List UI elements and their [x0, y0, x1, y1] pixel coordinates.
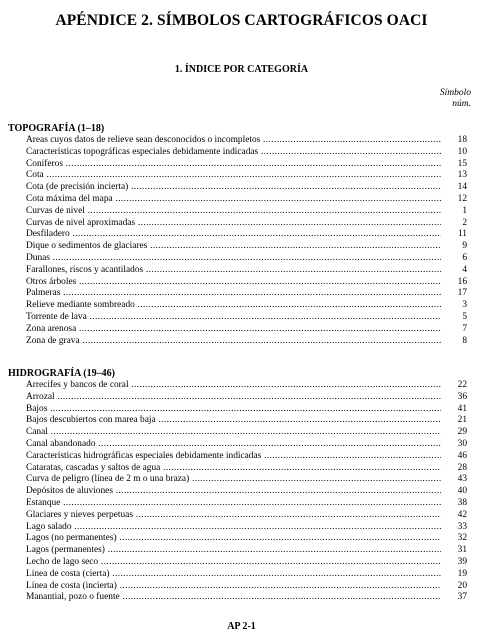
section-title: HIDROGRAFÍA (19–46): [8, 368, 115, 379]
entry-symbol-number: 19: [457, 568, 467, 579]
entry-label: Dunas .....: [26, 253, 441, 265]
index-entry: [8, 451, 467, 463]
entry-symbol-number: 1: [462, 205, 467, 216]
entry-label: Zona arenosa .....: [26, 324, 441, 336]
entry-label: Cota máxima del mapa .....: [26, 194, 441, 206]
entry-symbol-number: 29: [457, 427, 467, 438]
entry-label: Farallones, riscos y acantilados .....: [26, 265, 441, 277]
index-entry: [8, 522, 467, 534]
entry-symbol-number: 40: [457, 486, 467, 497]
column-header-line-2: núm.: [452, 99, 471, 109]
index-entry: [8, 182, 467, 194]
entry-symbol-number: 13: [457, 170, 467, 181]
entry-label: Desfiladero .....: [26, 229, 441, 241]
entry-label: Áreas cuyos datos de relieve sean desconocidos o incompletos .....: [26, 135, 441, 147]
entry-symbol-number: 43: [457, 474, 467, 485]
entry-symbol-number: 10: [457, 146, 467, 157]
entry-label: Arrecifes y bancos de coral .....: [26, 380, 441, 392]
entry-label: Lago salado .....: [26, 522, 441, 534]
entry-symbol-number: 46: [457, 450, 467, 461]
entry-label: Lagos (permanentes) .....: [26, 545, 441, 557]
index-entry: [8, 533, 467, 545]
index-entry: [8, 265, 467, 277]
entry-symbol-number: 2: [462, 217, 467, 228]
index-entry: [8, 498, 467, 510]
entry-label: Torrente de lava .....: [26, 312, 441, 324]
index-entry: [8, 380, 467, 392]
entry-symbol-number: 33: [457, 521, 467, 532]
index-entry: [8, 569, 467, 581]
entry-label: Cota (de precisión incierta) .....: [26, 182, 441, 194]
entry-symbol-number: 37: [457, 592, 467, 603]
entry-label: Canal abandonado .....: [26, 439, 441, 451]
entry-symbol-number: 30: [457, 438, 467, 449]
index-entry: [8, 463, 467, 475]
entry-label: Zona de grava .....: [26, 336, 441, 348]
index-entry: [8, 170, 467, 182]
index-entry: [8, 288, 467, 300]
entry-label: Características topográficas especiales debidamente indicadas .....: [26, 147, 441, 159]
index-entry: [8, 592, 467, 604]
entry-label: Relieve mediante sombreado .....: [26, 300, 441, 312]
index-entry: [8, 300, 467, 312]
entry-symbol-number: 11: [457, 229, 467, 240]
entry-symbol-number: 42: [457, 509, 467, 520]
index-entry: [8, 194, 467, 206]
index-entry: [8, 557, 467, 569]
index-entry: [8, 581, 467, 593]
index-entry: [8, 404, 467, 416]
entry-symbol-number: 9: [462, 241, 467, 252]
page-title: APÉNDICE 2. SÍMBOLOS CARTOGRÁFICOS OACI: [55, 12, 428, 29]
index-entry: [8, 427, 467, 439]
index-entry: [8, 147, 467, 159]
index-entry: [8, 229, 467, 241]
entry-symbol-number: 17: [457, 288, 467, 299]
entry-symbol-number: 38: [457, 497, 467, 508]
entry-symbol-number: 32: [457, 533, 467, 544]
entry-label: Palmeras .....: [26, 288, 441, 300]
index-entry: [8, 336, 467, 348]
symbol-number-column-header: [440, 88, 471, 110]
index-entry: [8, 241, 467, 253]
index-entry: [8, 474, 467, 486]
entry-label: Cataratas, cascadas y saltos de agua .....: [26, 463, 441, 475]
entry-symbol-number: 18: [457, 135, 467, 145]
entry-symbol-number: 21: [457, 415, 467, 426]
entry-label: Glaciares y nieves perpetuas .....: [26, 510, 441, 522]
entry-label: Bajos .....: [26, 404, 441, 416]
entry-label: Curva de peligro (línea de 2 m o una braza) .....: [26, 474, 441, 486]
index-entry: [8, 486, 467, 498]
entry-label: Manantial, pozo o fuente .....: [26, 592, 441, 604]
index-entry: [8, 253, 467, 265]
hidrografia-section: [8, 368, 467, 604]
column-header-line-1: Símbolo: [439, 88, 471, 98]
entry-label: Curvas de nivel .....: [26, 206, 441, 218]
index-entry: [8, 392, 467, 404]
entry-label: Arrozal .....: [26, 392, 441, 404]
entry-symbol-number: 14: [457, 182, 467, 193]
entry-label: Otros árboles .....: [26, 277, 441, 289]
index-entry: [8, 510, 467, 522]
entry-symbol-number: 28: [457, 462, 467, 473]
index-entry: [8, 439, 467, 451]
entry-symbol-number: 6: [462, 252, 467, 263]
entry-symbol-number: 20: [457, 580, 467, 591]
entry-symbol-number: 12: [457, 193, 467, 204]
entry-label: Canal .....: [26, 427, 441, 439]
section-heading: 1. ÍNDICE POR CATEGORÍA: [174, 64, 309, 75]
entry-label: Curvas de nivel aproximadas .....: [26, 218, 441, 230]
entry-label: Bajos descubiertos con marea baja .....: [26, 415, 441, 427]
index-entry: [8, 159, 467, 171]
index-entry: [8, 312, 467, 324]
index-entry: [8, 135, 467, 147]
entry-symbol-number: 36: [457, 391, 467, 402]
entry-label: Características hidrográficas especiales debidamente indicadas .....: [26, 451, 441, 463]
entry-symbol-number: 41: [457, 403, 467, 414]
entry-symbol-number: 8: [462, 335, 467, 346]
entry-symbol-number: 15: [457, 158, 467, 169]
index-entry: [8, 415, 467, 427]
entry-label: Lagos (no permanentes) .....: [26, 533, 441, 545]
entry-label: Coníferos .....: [26, 159, 441, 171]
entry-label: Dique o sedimentos de glaciares .....: [26, 241, 441, 253]
entry-label: Línea de costa (cierta) .....: [26, 569, 441, 581]
entry-symbol-number: 31: [457, 545, 467, 556]
index-entry: [8, 324, 467, 336]
entry-symbol-number: 16: [457, 276, 467, 287]
section-title: TOPOGRAFÍA (1–18): [8, 123, 105, 134]
entry-label: Línea de costa (incierta) .....: [26, 581, 441, 593]
entry-symbol-number: 7: [462, 323, 467, 334]
entry-symbol-number: 39: [457, 556, 467, 567]
entry-symbol-number: 4: [462, 264, 467, 275]
entry-symbol-number: 22: [457, 380, 467, 390]
entry-label: Lecho de lago seco .....: [26, 557, 441, 569]
entry-label: Estanque .....: [26, 498, 441, 510]
index-entry: [8, 206, 467, 218]
entry-label: Depósitos de aluviones .....: [26, 486, 441, 498]
index-entry: [8, 277, 467, 289]
entry-label: Cota .....: [26, 170, 441, 182]
topografia-section: [8, 123, 467, 347]
page-number: AP 2-1: [227, 621, 256, 632]
entry-symbol-number: 3: [462, 300, 467, 311]
entry-symbol-number: 5: [462, 311, 467, 322]
index-entry: [8, 545, 467, 557]
index-entry: [8, 218, 467, 230]
